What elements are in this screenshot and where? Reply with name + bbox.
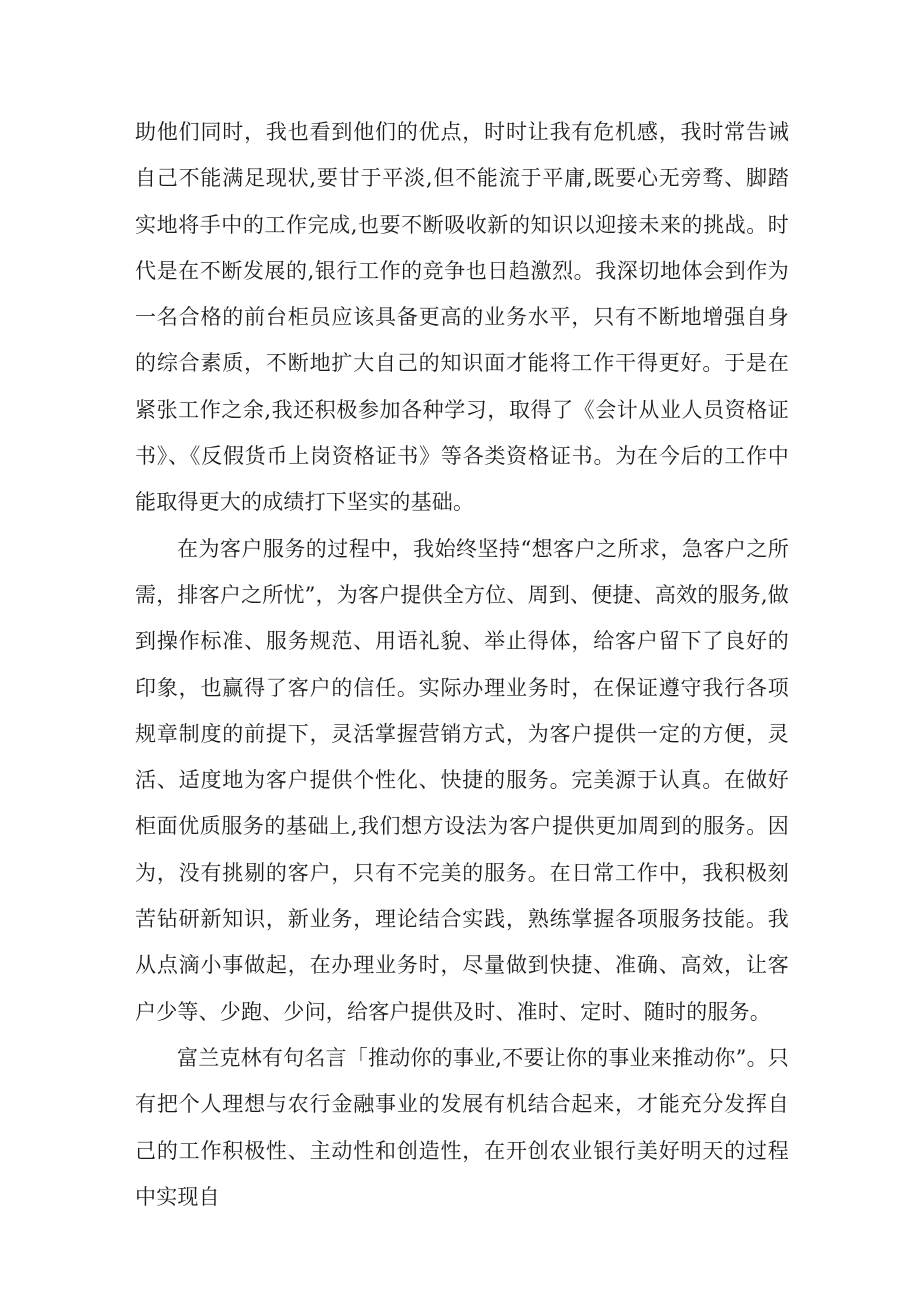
paragraph-1: 助他们同时，我也看到他们的优点，时时让我有危机感，我时常告诫自己不能满足现状,要甘于平淡,但不能流于平庸,既要心无旁骛、脚踏实地将手中的工作完成,也要不断吸收新的知识以迎接未来的挑战。时代是在不断发展的,银行工作的竞争也日趋激烈。我深切地体会到作为一名合格的前台柜员应该具备更高的业务水平，只有不断地增强自身的综合素质，不断地扩大自己的知识面才能将工作干得更好。于是在紧张工作之余,我还积极参加各种学习，取得了《会计从业人员资格证书》、《反假货币上岗资格证书》等各类资格证书。为在今后的工作中能取得更大的成绩打下坚实的基础。 [135,120,789,515]
paragraph-3: 富兰克林有句名言「推动你的事业,不要让你的事业来推动你”。只有把个人理想与农行金融事业的发展有机结合起来，才能充分发挥自己的工作积极性、主动性和创造性，在开创农业银行美好明天的过程中实现自 [135,1045,789,1209]
document-body [135,109,789,1220]
paragraph-2: 在为客户服务的过程中，我始终坚持“想客户之所求，急客户之所需，排客户之所忧”，为客户提供全方位、周到、便捷、高效的服务,做到操作标准、服务规范、用语礼貌、举止得体，给客户留下了良好的印象，也赢得了客户的信任。实际办理业务时，在保证遵守我行各项规章制度的前提下，灵活掌握营销方式，为客户提供一定的方便，灵活、适度地为客户提供个性化、快捷的服务。完美源于认真。在做好柜面优质服务的基础上,我们想方设法为客户提供更加周到的服务。因为，没有挑剔的客户，只有不完美的服务。在日常工作中，我积极刻苦钻研新知识，新业务，理论结合实践，熟练掌握各项服务技能。我从点滴小事做起，在办理业务时，尽量做到快捷、准确、高效，让客户少等、少跑、少问，给客户提供及时、准时、定时、随时的服务。 [135,536,789,1024]
